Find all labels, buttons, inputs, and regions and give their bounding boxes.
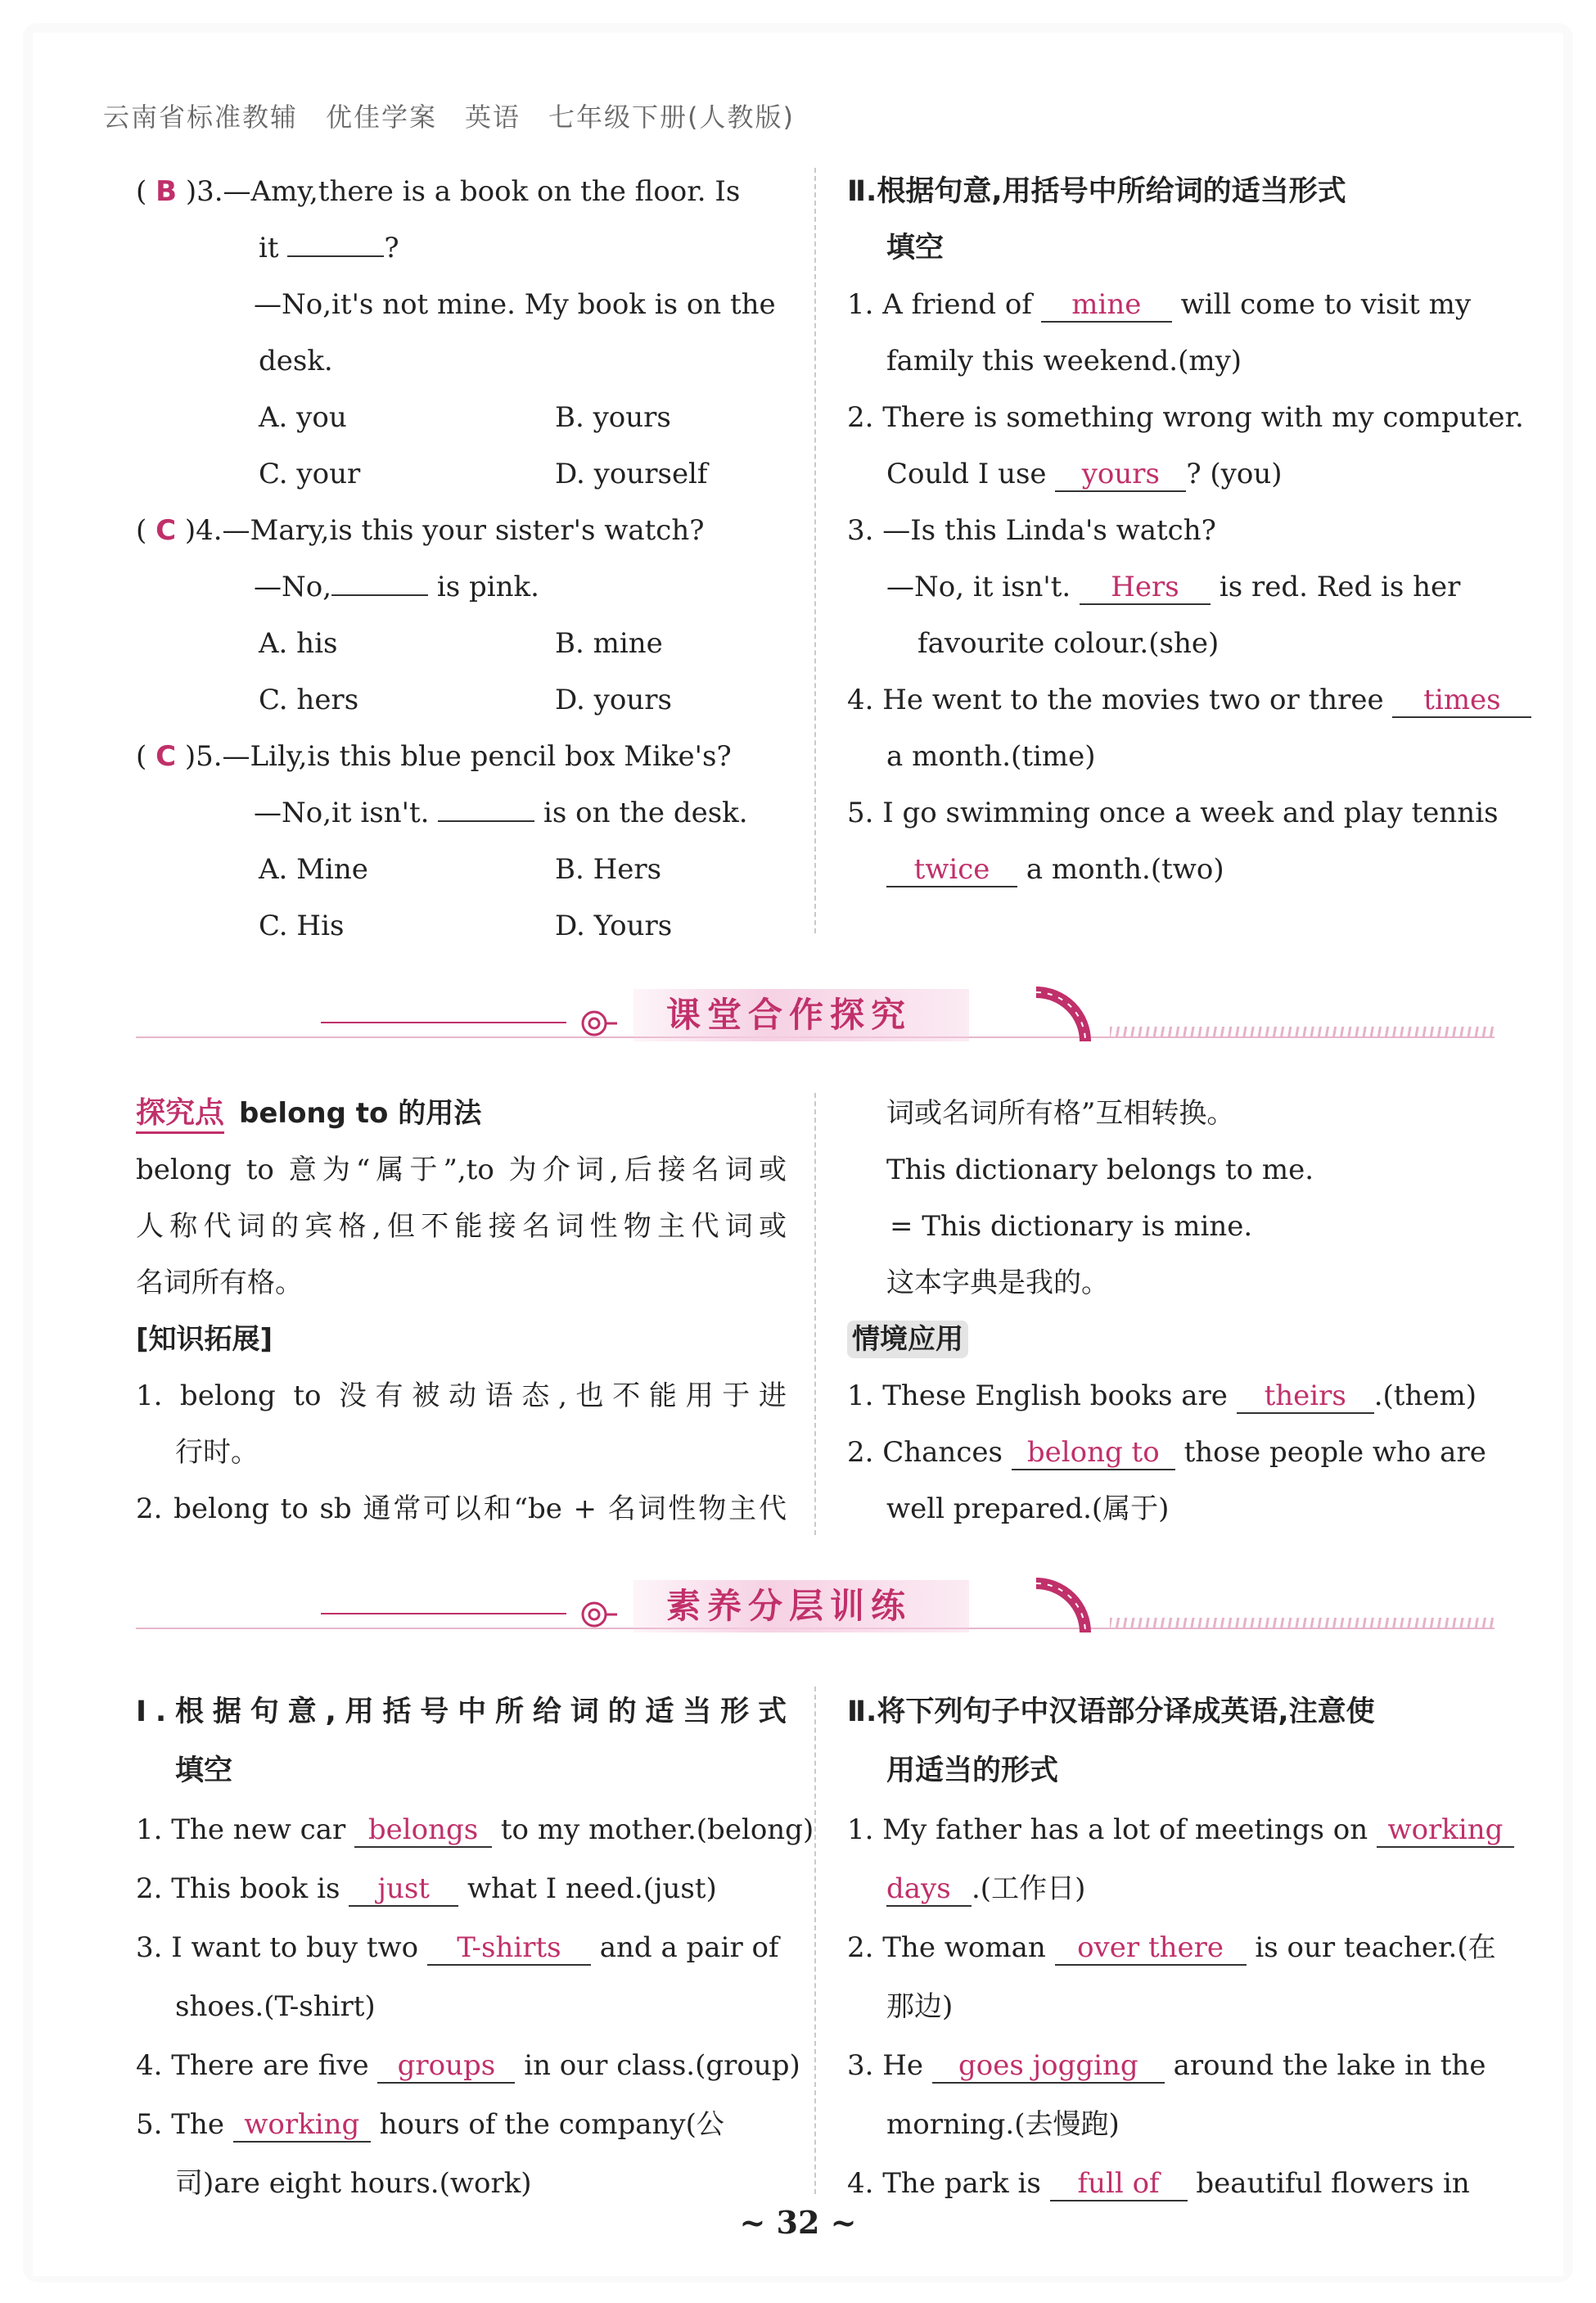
column-divider-middle (814, 1093, 816, 1535)
tl-item3-line2: shoes.(T-shirt) (175, 1990, 376, 2023)
training-ii-title-2: 用适当的形式 (886, 1754, 1059, 1787)
rt-item2: 2. There is something wrong with my computer. (847, 401, 1524, 434)
tr-item3: 3. He goes jogging around the lake in the (847, 2049, 1486, 2082)
section-title-training: 素养分层训练 (633, 1580, 969, 1632)
banner-dots (1110, 1618, 1495, 1629)
extension-title: [知识拓展] (136, 1323, 273, 1356)
scene-1-answer: theirs (1237, 1380, 1374, 1414)
tr-item1-answer-a: working (1377, 1813, 1514, 1848)
rt-item1: 1. A friend of mine will come to visit my (847, 288, 1472, 321)
training-i-title: Ⅰ.根据句意,用括号中所给词的适当形式 (136, 1696, 787, 1728)
explore-r3: = This dictionary is mine. (890, 1210, 1253, 1243)
q5-blank (438, 788, 534, 822)
rt-item1-line2: family this weekend.(my) (886, 345, 1242, 377)
q5-line2: —No,it isn't. is on the desk. (136, 785, 787, 842)
rt-item4: 4. He went to the movies two or three times (847, 672, 1494, 729)
tl-item1: 1. The new car belongs to my mother.(belong) (136, 1813, 814, 1846)
rt-item4-line2: a month.(time) (886, 740, 1096, 773)
explore-r1: 词或名词所有格”互相转换。 (886, 1097, 1235, 1130)
tr-item2-line2: 那边) (886, 1990, 954, 2023)
q4-options-ab: A. his B. mine (259, 627, 663, 660)
tr-item4: 4. The park is full of beautiful flowers in (847, 2167, 1470, 2200)
q5-options-ab: A. Mine B. Hers (259, 853, 662, 886)
tl-item2-answer: just (349, 1872, 458, 1907)
training-ii-title: Ⅱ.将下列句子中汉语部分译成英语,注意使 (847, 1696, 1375, 1728)
q5-answer: C (156, 740, 177, 773)
q3-options-cd: C. your D. yourself (259, 458, 708, 490)
extension-1: 1. belong to 没有被动语态,也不能用于进 (136, 1380, 787, 1412)
scene-title-line (847, 1312, 1494, 1368)
explore-column (136, 1086, 787, 1538)
q3-line2: it ? (136, 220, 787, 277)
explore-p1: belong to 意为“属于”,to 为介词,后接名词或 (136, 1154, 787, 1186)
tl-item2: 2. This book is just what I need.(just) (136, 1872, 717, 1905)
q4-line1: ( C )4.—Mary,is this your sister's watch? (136, 514, 705, 547)
explore-p2: 人称代词的宾格,但不能接名词性物主代词或 (136, 1210, 787, 1243)
rt-item4-answer: times (1392, 684, 1531, 718)
q4-line2: —No, is pink. (136, 559, 787, 616)
scene-2: 2. Chances belong to those people who are (847, 1436, 1486, 1469)
section-title-class: 课堂合作探究 (633, 989, 969, 1041)
fill-column-top (847, 164, 1524, 898)
tl-item5: 5. The working hours of the company(公 (136, 2108, 724, 2141)
q3-options-ab: A. you B. yours (259, 401, 671, 434)
scene-1: 1. These English books are theirs .(them) (847, 1380, 1477, 1412)
rt-item5: 5. I go swimming once a week and play tennis (847, 797, 1499, 829)
running-header: 云南省标准教辅 优佳学案 英语 七年级下册(人教版) (103, 102, 795, 133)
explore-right-column (847, 1086, 1494, 1538)
tl-item5-line2: 司)are eight hours.(work) (175, 2167, 532, 2200)
column-divider-bottom (814, 1687, 816, 2194)
tr-item3-answer: goes jogging (932, 2049, 1165, 2084)
training-right-column (847, 1682, 1504, 2213)
extension-2: 2. belong to sb 通常可以和“be + 名词性物主代 (136, 1492, 787, 1525)
tl-item1-answer: belongs (354, 1813, 492, 1848)
fan-icon (1028, 984, 1093, 1050)
rt-item3-line3: favourite colour.(she) (917, 627, 1220, 660)
rt-item3-line2: —No, it isn't. Hers is red. Red is her (886, 571, 1461, 603)
rt-item2-line2: Could I use yours ? (you) (886, 458, 1283, 490)
q5-options-cd: C. His D. Yours (259, 910, 673, 942)
tl-item4: 4. There are five groups in our class.(group) (136, 2049, 800, 2082)
tr-item2: 2. The woman over there is our teacher.(在 (847, 1931, 1496, 1964)
tr-item4-answer: full of (1050, 2167, 1188, 2201)
rt-item5-line2: twice a month.(two) (847, 842, 1494, 898)
tr-item1-answer-b: days (886, 1872, 972, 1907)
rt-item5-answer: twice (886, 853, 1017, 887)
fan-icon (1028, 1575, 1093, 1641)
section-ii-title-2: 填空 (886, 232, 945, 264)
rt-item2-answer: yours (1055, 458, 1186, 492)
explore-r2: This dictionary belongs to me. (886, 1154, 1314, 1186)
extension-1b: 行时。 (175, 1436, 259, 1469)
tl-item4-answer: groups (377, 2049, 515, 2084)
rt-item1-answer: mine (1041, 288, 1172, 323)
q3-line1: ( B )3.—Amy,there is a book on the floor. Is (136, 175, 741, 208)
q5-line1: ( C )5.—Lily,is this blue pencil box Mike's? (136, 740, 732, 773)
tl-item3: 3. I want to buy two T-shirts and a pair of (136, 1931, 779, 1964)
section-banner-class (136, 989, 1495, 1063)
tl-item5-answer: working (233, 2108, 371, 2143)
scene-2-line2: well prepared.(属于) (886, 1492, 1170, 1525)
mc-column (136, 164, 787, 955)
explore-r4: 这本字典是我的。 (886, 1267, 1109, 1299)
training-left-column (136, 1682, 814, 2213)
column-divider-top (814, 168, 816, 933)
banner-line (321, 1613, 566, 1614)
scene-title: 情境应用 (847, 1321, 968, 1358)
tr-item3-line2: morning.(去慢跑) (886, 2108, 1120, 2141)
section-banner-training (136, 1580, 1495, 1654)
q4-answer: C (156, 514, 177, 547)
page-number: ~ 32 ~ (739, 2204, 857, 2241)
q3-blank (287, 223, 384, 257)
q4-blank (331, 562, 428, 596)
tr-item1-line2: days .(工作日) (886, 1872, 1086, 1905)
rt-item3-answer: Hers (1080, 571, 1211, 605)
q3-line4: desk. (259, 345, 333, 377)
banner-dots (1110, 1027, 1495, 1038)
banner-line (321, 1022, 566, 1023)
explore-heading-line (136, 1086, 787, 1142)
training-i-title-2: 填空 (175, 1754, 233, 1787)
tr-item1: 1. My father has a lot of meetings on working (847, 1800, 1494, 1859)
explore-p3: 名词所有格。 (136, 1267, 303, 1299)
q4-options-cd: C. hers D. yours (259, 684, 672, 716)
explore-label: 探究点 (136, 1095, 224, 1134)
q3-line3: —No,it's not mine. My book is on the (254, 288, 776, 321)
tr-item2-answer: over there (1055, 1931, 1247, 1966)
scene-2-answer: belong to (1012, 1436, 1175, 1470)
q3-answer: B (156, 175, 177, 208)
rt-item3: 3. —Is this Linda's watch? (847, 514, 1216, 547)
explore-heading: belong to 的用法 (239, 1097, 482, 1130)
section-ii-title: Ⅱ.根据句意,用括号中所给词的适当形式 (847, 175, 1346, 208)
tl-item3-answer: T-shirts (427, 1931, 591, 1966)
